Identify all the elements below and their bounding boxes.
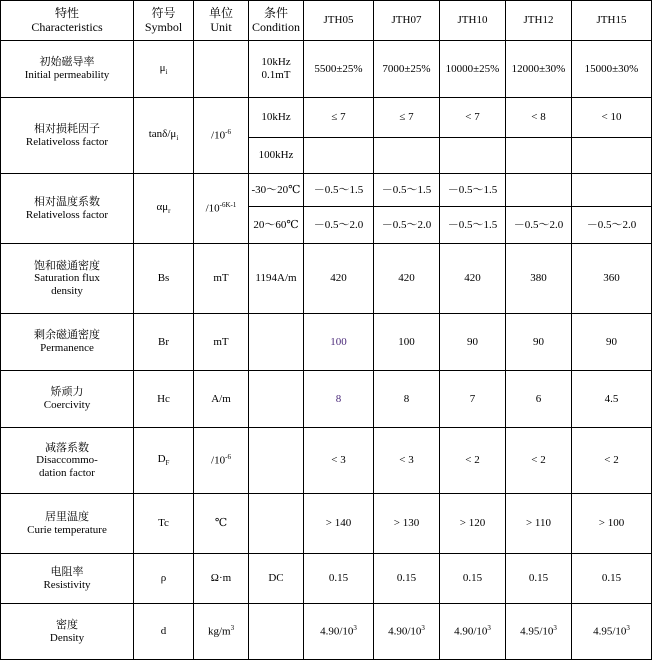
value-cell: 0.15 xyxy=(304,554,374,604)
unit-cell: $/10^{-6}$ xyxy=(194,98,249,174)
row-curie-temperature xyxy=(1,494,652,554)
unit-cell: mT xyxy=(194,244,249,314)
value-cell: 420 xyxy=(440,244,506,314)
header-unit: 单位 Unit xyxy=(194,1,249,41)
symbol-cell: $\mu_i$ xyxy=(134,41,194,98)
row-resistivity xyxy=(1,554,652,604)
condition-cell xyxy=(249,494,304,554)
row-permanence xyxy=(1,314,652,371)
condition-cell: 10kHz 0.1mT xyxy=(249,41,304,98)
row-temperature-factor xyxy=(1,174,652,207)
header-grade: JTH07 xyxy=(374,1,440,41)
value-cell: 420 xyxy=(374,244,440,314)
value-cell: －0.5～1.5 xyxy=(440,174,506,207)
value-cell: ≤ 7 xyxy=(374,98,440,138)
value-cell: －0.5～1.5 xyxy=(374,174,440,207)
value-cell: < 2 xyxy=(440,428,506,494)
value-cell: $4.90/10^3$ xyxy=(374,604,440,660)
symbol-cell: d xyxy=(134,604,194,660)
row-coercivity xyxy=(1,371,652,428)
value-cell xyxy=(440,138,506,174)
characteristic-name: 电阻率 Resistivity xyxy=(1,554,134,604)
condition-cell xyxy=(249,604,304,660)
header-characteristics: 特性 Characteristics xyxy=(1,1,134,41)
value-cell: < 3 xyxy=(374,428,440,494)
condition-cell: 10kHz xyxy=(249,98,304,138)
unit-cell: $kg/m^3$ xyxy=(194,604,249,660)
value-cell: 360 xyxy=(572,244,652,314)
row-saturation-flux-density xyxy=(1,244,652,314)
value-cell: 10000±25% xyxy=(440,41,506,98)
header-grade: JTH10 xyxy=(440,1,506,41)
value-cell: 0.15 xyxy=(440,554,506,604)
value-cell: < 2 xyxy=(572,428,652,494)
value-cell: －0.5～1.5 xyxy=(440,207,506,244)
value-cell: －0.5～2.0 xyxy=(304,207,374,244)
characteristic-name: 饱和磁通密度 Saturation flux density xyxy=(1,244,134,314)
unit-cell: Ω·m xyxy=(194,554,249,604)
value-cell: 90 xyxy=(572,314,652,371)
condition-cell: DC xyxy=(249,554,304,604)
symbol-cell: tanδ/$\mu_i$ xyxy=(134,98,194,174)
condition-cell xyxy=(249,428,304,494)
value-cell: －0.5～1.5 xyxy=(304,174,374,207)
value-cell: $4.90/10^3$ xyxy=(440,604,506,660)
characteristic-name: 相对损耗因子 Relativeloss factor xyxy=(1,98,134,174)
condition-cell: -30～20℃ xyxy=(249,174,304,207)
value-cell: > 140 xyxy=(304,494,374,554)
value-cell: $4.95/10^3$ xyxy=(572,604,652,660)
condition-cell: 1194A/m xyxy=(249,244,304,314)
value-cell: 0.15 xyxy=(374,554,440,604)
value-cell: 7 xyxy=(440,371,506,428)
condition-cell: 20～60℃ xyxy=(249,207,304,244)
symbol-cell: Bs xyxy=(134,244,194,314)
value-cell: > 110 xyxy=(506,494,572,554)
symbol-cell: Tc xyxy=(134,494,194,554)
header-grade: JTH05 xyxy=(304,1,374,41)
unit-cell: $/10^{-6}$ xyxy=(194,428,249,494)
value-cell xyxy=(374,138,440,174)
value-cell: 100 xyxy=(374,314,440,371)
characteristic-name: 减落系数 Disaccommo- dation factor xyxy=(1,428,134,494)
header-condition: 条件 Condition xyxy=(249,1,304,41)
value-cell: 100 xyxy=(304,314,374,371)
symbol-cell: $D_F$ xyxy=(134,428,194,494)
header-grade: JTH12 xyxy=(506,1,572,41)
header-row xyxy=(1,1,652,41)
condition-cell xyxy=(249,314,304,371)
value-cell: 4.5 xyxy=(572,371,652,428)
value-cell: 380 xyxy=(506,244,572,314)
value-cell xyxy=(506,174,572,207)
value-cell: 90 xyxy=(440,314,506,371)
value-cell: 0.15 xyxy=(506,554,572,604)
characteristic-name: 初始磁导率 Initial permeability xyxy=(1,41,134,98)
value-cell: 7000±25% xyxy=(374,41,440,98)
value-cell: < 3 xyxy=(304,428,374,494)
value-cell: 15000±30% xyxy=(572,41,652,98)
symbol-cell: Br xyxy=(134,314,194,371)
value-cell: －0.5～2.0 xyxy=(506,207,572,244)
value-cell: < 2 xyxy=(506,428,572,494)
value-cell: 420 xyxy=(304,244,374,314)
value-cell: 8 xyxy=(374,371,440,428)
value-cell: －0.5～2.0 xyxy=(572,207,652,244)
row-density xyxy=(1,604,652,660)
value-cell: < 7 xyxy=(440,98,506,138)
symbol-cell: Hc xyxy=(134,371,194,428)
value-cell xyxy=(572,174,652,207)
value-cell: 90 xyxy=(506,314,572,371)
row-disaccommodation-factor xyxy=(1,428,652,494)
unit-cell: ℃ xyxy=(194,494,249,554)
condition-cell: 100kHz xyxy=(249,138,304,174)
unit-cell: $/10^{-6K-1}$ xyxy=(194,174,249,244)
value-cell: $4.95/10^3$ xyxy=(506,604,572,660)
value-cell: 5500±25% xyxy=(304,41,374,98)
value-cell: < 10 xyxy=(572,98,652,138)
value-cell: < 8 xyxy=(506,98,572,138)
unit-cell: mT xyxy=(194,314,249,371)
row-initial-permeability xyxy=(1,41,652,98)
characteristic-name: 矫顽力 Coercivity xyxy=(1,371,134,428)
characteristic-name: 居里温度 Curie temperature xyxy=(1,494,134,554)
value-cell: －0.5～2.0 xyxy=(374,207,440,244)
unit-cell: A/m xyxy=(194,371,249,428)
value-cell xyxy=(506,138,572,174)
value-cell: 12000±30% xyxy=(506,41,572,98)
symbol-cell: $\alpha\mu_r$ xyxy=(134,174,194,244)
header-grade: JTH15 xyxy=(572,1,652,41)
characteristic-name: 相对温度系数 Relativeloss factor xyxy=(1,174,134,244)
value-cell: > 120 xyxy=(440,494,506,554)
characteristic-name: 密度 Density xyxy=(1,604,134,660)
value-cell xyxy=(304,138,374,174)
value-cell: 0.15 xyxy=(572,554,652,604)
symbol-cell: ρ xyxy=(134,554,194,604)
characteristic-name: 剩余磁通密度 Permanence xyxy=(1,314,134,371)
row-relative-loss-factor xyxy=(1,98,652,138)
value-cell: ≤ 7 xyxy=(304,98,374,138)
value-cell: > 130 xyxy=(374,494,440,554)
header-symbol: 符号 Symbol xyxy=(134,1,194,41)
value-cell xyxy=(572,138,652,174)
unit-cell xyxy=(194,41,249,98)
value-cell: 6 xyxy=(506,371,572,428)
condition-cell xyxy=(249,371,304,428)
value-cell: 8 xyxy=(304,371,374,428)
value-cell: $4.90/10^3$ xyxy=(304,604,374,660)
value-cell: > 100 xyxy=(572,494,652,554)
